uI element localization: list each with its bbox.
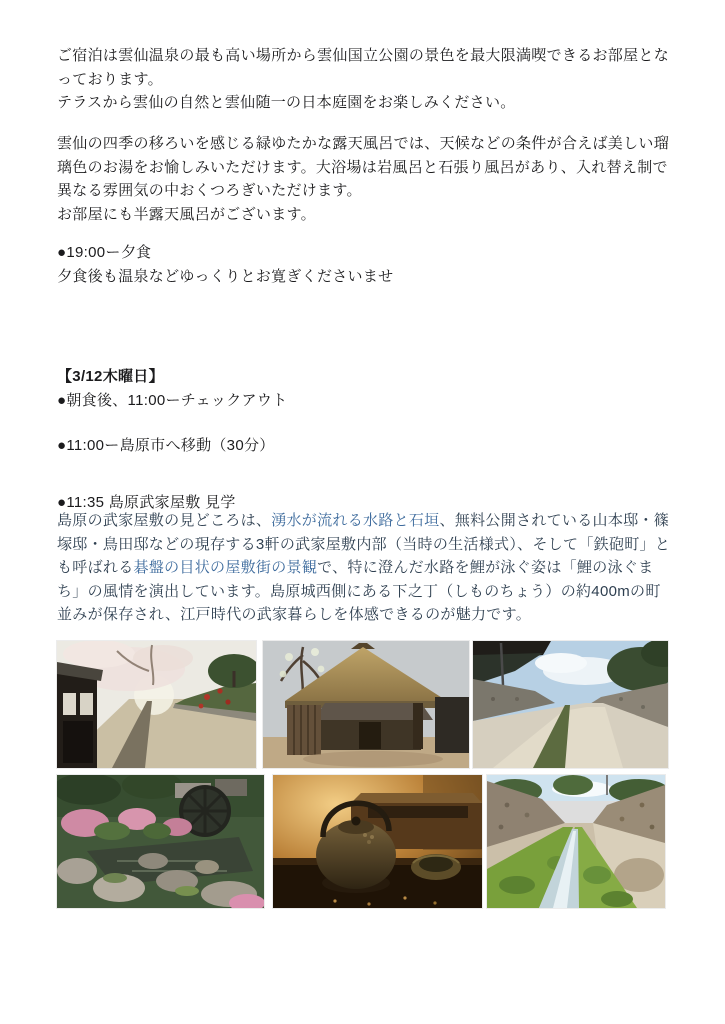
thatched-roof-residence-photo bbox=[263, 641, 469, 768]
description-segment: で、特に澄んだ水路を鯉が泳ぐ姿は「鯉の泳ぐまち」の風情を演出しています。島原城西側にある下之丁（しものちょう）の約400mの町並みが保存され、江戸時代の武家暮らしを体感できるのが魅力です。 bbox=[57, 559, 661, 623]
bath-description-paragraph bbox=[57, 132, 673, 226]
bath-description: 雲仙の四季の移ろいを感じる緑ゆたかな露天風呂では、天候などの条件が合えば美しい瑠璃色のお湯をお愉しみいただけます。大浴場は岩風呂と石張り風呂があり、入れ替え制で異なる雰囲気の中おくつろぎいただけます。 bbox=[57, 135, 670, 199]
move-item: ●11:00ー島原市へ移動（30分） bbox=[57, 437, 275, 454]
garden-pond-azalea-photo bbox=[57, 775, 264, 908]
photo-illustration bbox=[57, 775, 264, 908]
stone-wall-street-photo bbox=[473, 641, 668, 768]
photo-illustration bbox=[263, 641, 469, 768]
photo-illustration bbox=[273, 775, 482, 908]
dinner-time-item: ●19:00ー夕食 bbox=[57, 244, 152, 261]
room-bath-note: お部屋にも半露天風呂がございます。 bbox=[57, 205, 316, 223]
photo-illustration bbox=[57, 641, 256, 768]
link-spring-water-channels[interactable]: 湧水が流れる水路と石垣 bbox=[271, 512, 440, 529]
photo-illustration bbox=[487, 775, 665, 908]
room-description-paragraph bbox=[57, 44, 673, 115]
samurai-street-cherry-blossom-photo bbox=[57, 641, 256, 768]
room-description: ご宿泊は雲仙温泉の最も高い場所から雲仙国立公園の景色を最大限満喫できるお部屋となっております。 bbox=[57, 47, 670, 88]
checkout-item: ●朝食後、11:00ーチェックアウト bbox=[57, 392, 288, 409]
bronze-kettle-hearth-photo bbox=[273, 775, 482, 908]
dinner-note: 夕食後も温泉などゆっくりとお寛ぎくださいませ bbox=[57, 267, 394, 285]
shimabara-description bbox=[57, 509, 673, 627]
spring-water-channel-photo bbox=[487, 775, 665, 908]
visit-item: ●11:35 島原武家屋敷 見学 bbox=[57, 494, 236, 511]
dinner-paragraph bbox=[57, 241, 673, 288]
description-segment: 、無料公開されている山本邸・篠塚邸・鳥田邸などの現存する3軒の武家屋敷内部（当時の生活様式）、そして「鉄砲町」とも呼ばれる bbox=[57, 512, 671, 576]
description-segment: 島原の武家屋敷の見どころは、 bbox=[57, 512, 272, 529]
photo-illustration bbox=[473, 641, 668, 768]
terrace-note: テラスから雲仙の自然と雲仙随一の日本庭園をお楽しみください。 bbox=[57, 94, 516, 111]
day-heading: 【3/12木曜日】 bbox=[57, 368, 164, 385]
link-grid-street-view[interactable]: 碁盤の目状の屋敷街の景観 bbox=[133, 559, 318, 576]
